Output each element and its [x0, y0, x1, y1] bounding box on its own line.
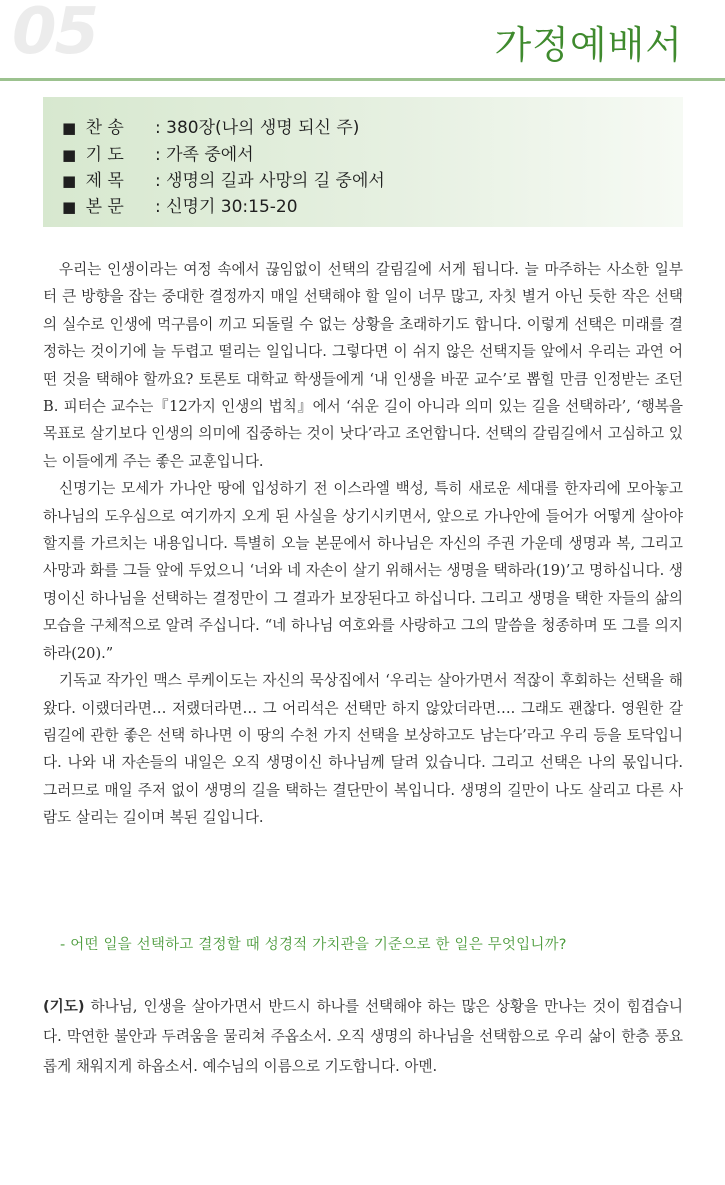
- title-divider: [0, 78, 725, 81]
- info-row-scripture: [62, 192, 298, 217]
- prayer-tag: (기도): [43, 998, 85, 1015]
- reflection-question: - 어떤 일을 선택하고 결정할 때 성경적 가치관을 기준으로 한 일은 무엇입니까?: [60, 937, 567, 953]
- prayer-text: 하나님, 인생을 살아가면서 반드시 하나를 선택해야 하는 많은 상황을 만나는 것이 힘겹습니다. 막연한 불안과 두려움을 물리쳐 주옵소서. 오직 생명의 하나님을 선택함으로 우리 삶이 한층 풍요롭게 채워지게 하옵소서. 예수님의 이름으로 기도합니다. 아멘.: [43, 998, 683, 1075]
- sermon-paragraph: 기독교 작가인 맥스 루케이도는 자신의 묵상집에서 ‘우리는 살아가면서 적잖이 후회하는 선택을 해왔다. 이랬더라면… 저랬더라면… 그 어리석은 선택만 하지 않았더라면…. 그래도 괜찮다. 영원한 갈림길에 관한 좋은 선택 하나면 이 땅의 수천 가지 선택을 보상하고도 남는다’라고 우리 등을 토닥입니다. 나와 내 자손들의 내일은 오직 생명이신 하나님께 달려 있습니다. 그리고 선택은 나의 몫입니다. 그러므로 매일 주저 없이 생명의 길을 택하는 결단만이 복입니다. 생명의 길만이 나도 살리고 다른 사람도 살리는 길이며 복된 길입니다.: [43, 672, 683, 827]
- sermon-body: [43, 256, 683, 832]
- info-value: : 신명기 30:15-20: [155, 197, 298, 217]
- info-row-hymn: [62, 113, 359, 138]
- info-label: 제 목: [85, 171, 124, 191]
- info-row-prayer: [62, 140, 254, 165]
- bullet-square-icon: ■: [62, 198, 77, 216]
- info-label: 기 도: [85, 145, 124, 165]
- info-row-title: [62, 166, 385, 191]
- info-value: : 가족 중에서: [155, 145, 254, 165]
- info-label: 찬 송: [85, 118, 124, 138]
- closing-prayer: [43, 992, 683, 1082]
- bullet-square-icon: ■: [62, 146, 77, 164]
- info-value: : 생명의 길과 사망의 길 중에서: [155, 171, 385, 191]
- bullet-square-icon: ■: [62, 119, 77, 137]
- sermon-paragraph: 신명기는 모세가 가나안 땅에 입성하기 전 이스라엘 백성, 특히 새로운 세대를 한자리에 모아놓고 하나님의 도우심으로 여기까지 오게 된 사실을 상기시키면서, 앞으로 가나안에 들어가 어떻게 살아야 할지를 가르치는 내용입니다. 특별히 오늘 본문에서 하나님은 자신의 주권 가운데 생명과 복, 그리고 사망과 화를 그들 앞에 두었으니 ‘너와 네 자손이 살기 위해서는 생명을 택하라(19)’고 명하십니다. 생명이신 하나님을 선택하는 결정만이 그 결과가 보장된다고 하십니다. 그리고 생명을 택한 자들의 삶의 모습을 구체적으로 알려 주십니다. “네 하나님 여호와를 사랑하고 그의 말씀을 청종하며 또 그를 의지하라(20).”: [43, 480, 683, 662]
- info-label: 본 문: [85, 197, 124, 217]
- sermon-paragraph: 우리는 인생이라는 여정 속에서 끊임없이 선택의 갈림길에 서게 됩니다. 늘 마주하는 사소한 일부터 큰 방향을 잡는 중대한 결정까지 매일 선택해야 할 일이 너무 많고, 자칫 별거 아닌 듯한 작은 선택의 실수로 인생에 먹구름이 끼고 되돌릴 수 없는 상황을 초래하기도 합니다. 이렇게 선택은 미래를 결정하는 것이기에 늘 두렵고 떨리는 일입니다. 그렇다면 이 쉬지 않은 선택지들 앞에서 우리는 과연 어떤 것을 택해야 할까요? 토론토 대학교 학생들에게 ‘내 인생을 바꾼 교수’로 뽑힐 만큼 인정받는 조던 B. 피터슨 교수는『12가지 인생의 법칙』에서 ‘쉬운 길이 아니라 의미 있는 길을 선택하라’, ‘행복을 목표로 살기보다 인생의 의미에 집중하는 것이 낫다’라고 조언합니다. 선택의 갈림길에서 고심하고 있는 이들에게 주는 좋은 교훈입니다.: [43, 261, 683, 470]
- bullet-square-icon: ■: [62, 172, 77, 190]
- page-number: 05: [12, 0, 98, 69]
- section-title: 가정예배서: [494, 23, 683, 67]
- info-value: : 380장(나의 생명 되신 주): [155, 118, 360, 138]
